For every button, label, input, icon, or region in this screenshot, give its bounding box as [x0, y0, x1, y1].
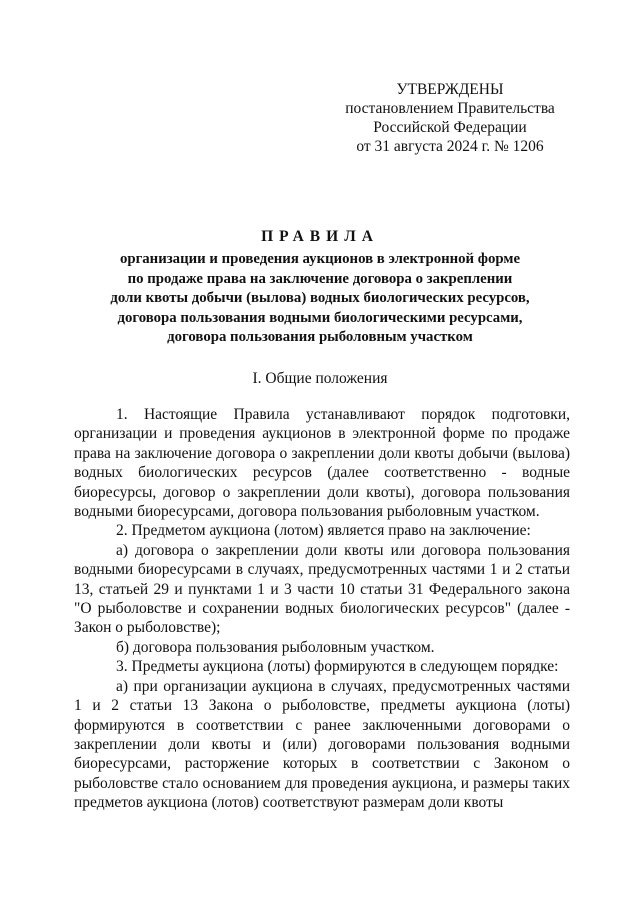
- subtitle-line: по продаже права на заключение договора о закреплении: [127, 270, 513, 287]
- paragraph: 2. Предметом аукциона (лотом) является право на заключение:: [116, 522, 531, 540]
- approval-word: УТВЕРЖДЕНЫ: [396, 81, 504, 98]
- paragraph: б) договора пользования рыболовным участком.: [116, 638, 435, 656]
- section-heading: I. Общие положения: [252, 370, 388, 387]
- approval-line: Российской Федерации: [373, 119, 527, 136]
- subtitle-line: доли квоты добычи (вылова) водных биологических ресурсов,: [110, 290, 530, 306]
- paragraph: 3. Предметы аукциона (лоты) формируются в следующем порядке:: [116, 658, 559, 676]
- document-body: [74, 405, 570, 813]
- approval-line: постановлением Правительства: [345, 100, 555, 117]
- subtitle-line: организации и проведения аукционов в электронной форме: [119, 251, 521, 267]
- document-subtitle: [60, 250, 580, 348]
- document-title: ПРАВИЛА: [261, 228, 379, 245]
- subtitle-line: договора пользования рыболовным участком: [167, 329, 473, 345]
- approval-line: от 31 августа 2024 г. № 1206: [356, 138, 544, 155]
- approval-stamp: [330, 80, 570, 156]
- subtitle-line: договора пользования водными биологическими ресурсами,: [117, 309, 523, 326]
- paragraph: а) при организации аукциона в случаях, предусмотренных частями 1 и 2 статьи 13 Закона о рыболовстве, предметы аукциона (лоты) формируются в соответствии с ранее заключенными договорами о закреплении доли квоты и (или) договорами пользования водными биоресурсами, расторжение которых в соответствии с Законом о рыболовстве стало основанием для проведения аукциона, и размеры таких предметов аукциона (лотов) соответствуют размерам доли квоты: [74, 677, 570, 812]
- paragraph: 1. Настоящие Правила устанавливают порядок подготовки, организации и проведения аукционов в электронной форме по продаже права на заключение договора о закреплении доли квоты добычи (вылова) водных биологических ресурсов (далее соответственно - водные биоресурсы, договор о закреплении доли квоты), договора пользования водными биоресурсами, договора пользования рыболовным участком.: [74, 406, 570, 521]
- paragraph: а) договора о закреплении доли квоты или договора пользования водными биоресурсами в случаях, предусмотренных частями 1 и 2 статьи 13, статьей 29 и пунктами 1 и 3 части 10 статьи 31 Федерального закона "О рыболовстве и сохранении водных биологических ресурсов" (далее - Закон о рыболовстве);: [74, 541, 570, 637]
